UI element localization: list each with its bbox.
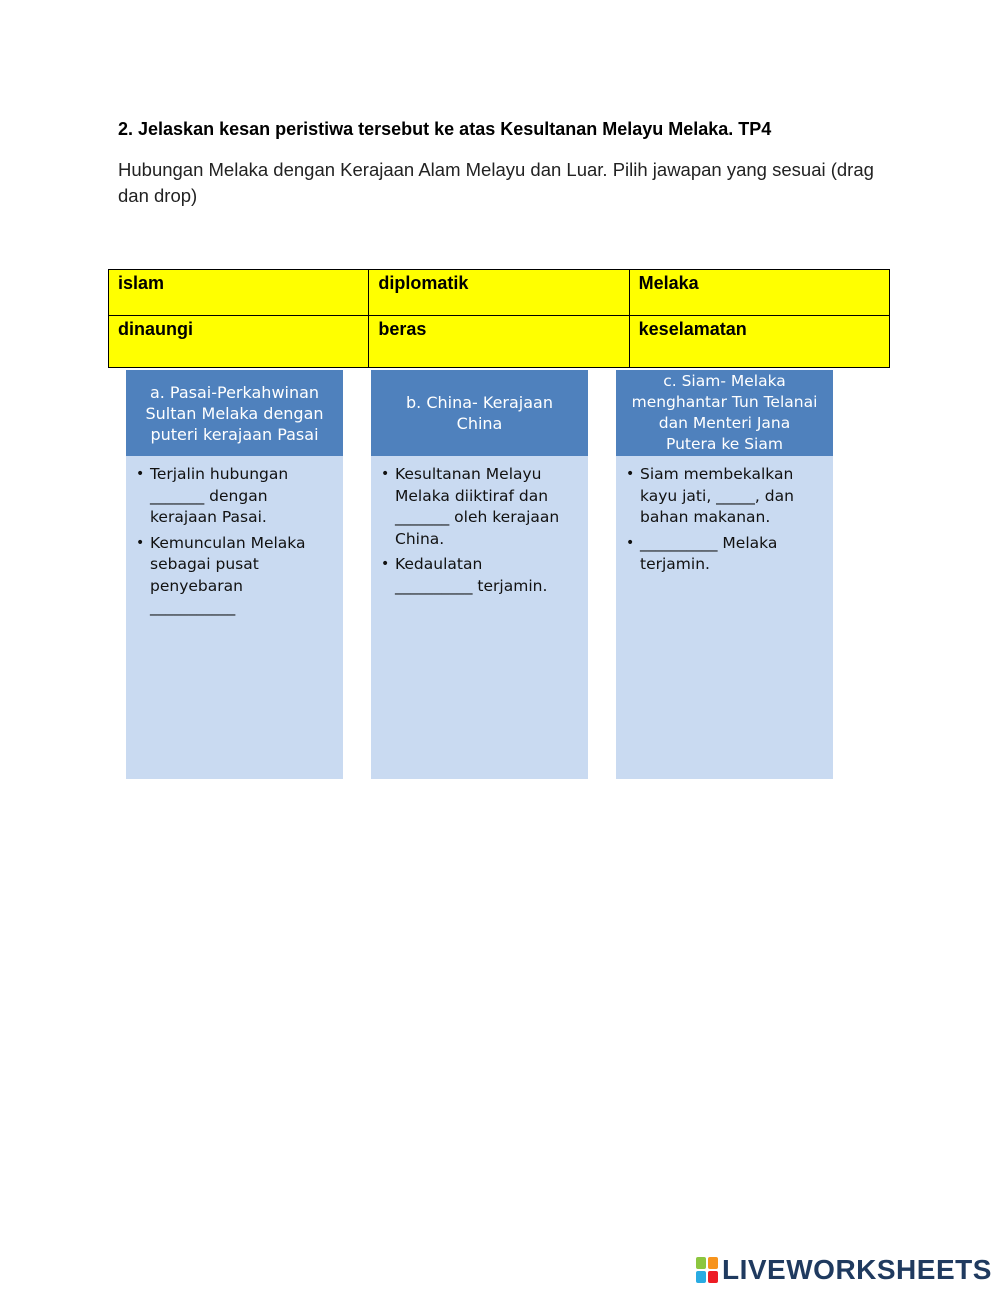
card-title: a. Pasai-Perkahwinan Sultan Melaka dengan puteri kerajaan Pasai	[145, 382, 324, 444]
logo-tiles-icon	[696, 1257, 718, 1283]
drop-sentence[interactable]: __________ Melaka terjamin.	[640, 533, 778, 573]
word-bank-row	[109, 316, 890, 368]
card-china	[371, 370, 588, 779]
drop-sentence[interactable]: Kesultanan Melayu Melaka diiktiraf dan _______ oleh kerajaan China.	[395, 465, 560, 548]
word-option-diplomatik[interactable]: diplomatik	[369, 270, 629, 316]
bullet-icon: •	[626, 534, 635, 551]
word-option-islam[interactable]: islam	[109, 270, 369, 316]
card-title: c. Siam- Melaka menghantar Tun Telanai dan Menteri Jana Putera ke Siam	[631, 372, 818, 453]
bullet-icon: •	[136, 534, 145, 551]
list-item	[626, 533, 825, 576]
word-option-melaka[interactable]: Melaka	[629, 270, 889, 316]
card-pasai-header	[126, 370, 343, 456]
card-pasai-body	[126, 456, 343, 779]
list-item	[381, 554, 580, 597]
card-siam-header	[616, 370, 833, 456]
list-item	[626, 464, 825, 529]
card-china-body	[371, 456, 588, 779]
drop-sentence[interactable]: Kedaulatan __________ terjamin.	[395, 555, 548, 595]
logo-text: LIVEWORKSHEETS	[722, 1254, 992, 1285]
list-item	[381, 464, 580, 550]
word-option-dinaungi[interactable]: dinaungi	[109, 316, 369, 368]
word-bank-table	[108, 269, 890, 368]
card-china-header	[371, 370, 588, 456]
instruction-text: Hubungan Melaka dengan Kerajaan Alam Melayu dan Luar. Pilih jawapan yang sesuai (drag dan drop)	[118, 159, 874, 206]
drop-sentence[interactable]: Siam membekalkan kayu jati, _____, dan bahan makanan.	[640, 465, 794, 526]
card-siam-body	[616, 456, 833, 779]
list-item	[136, 533, 335, 619]
bullet-icon: •	[381, 466, 390, 482]
card-pasai	[126, 370, 343, 779]
question-heading: 2. Jelaskan kesan peristiwa tersebut ke atas Kesultanan Melayu Melaka. TP4	[118, 119, 772, 139]
bullet-icon: •	[136, 466, 145, 482]
word-option-keselamatan[interactable]: keselamatan	[629, 316, 889, 368]
word-option-beras[interactable]: beras	[369, 316, 629, 368]
bullet-icon: •	[381, 556, 390, 572]
card-siam	[616, 370, 833, 779]
drop-sentence[interactable]: Kemunculan Melaka sebagai pusat penyebaran ___________	[150, 533, 306, 616]
bullet-icon: •	[626, 466, 635, 482]
list-item	[136, 464, 335, 529]
liveworksheets-logo	[696, 1255, 992, 1285]
word-bank-row	[109, 270, 890, 316]
drop-sentence[interactable]: Terjalin hubungan _______ dengan kerajaan Pasai.	[150, 465, 289, 526]
card-title: b. China- Kerajaan China	[405, 393, 553, 433]
